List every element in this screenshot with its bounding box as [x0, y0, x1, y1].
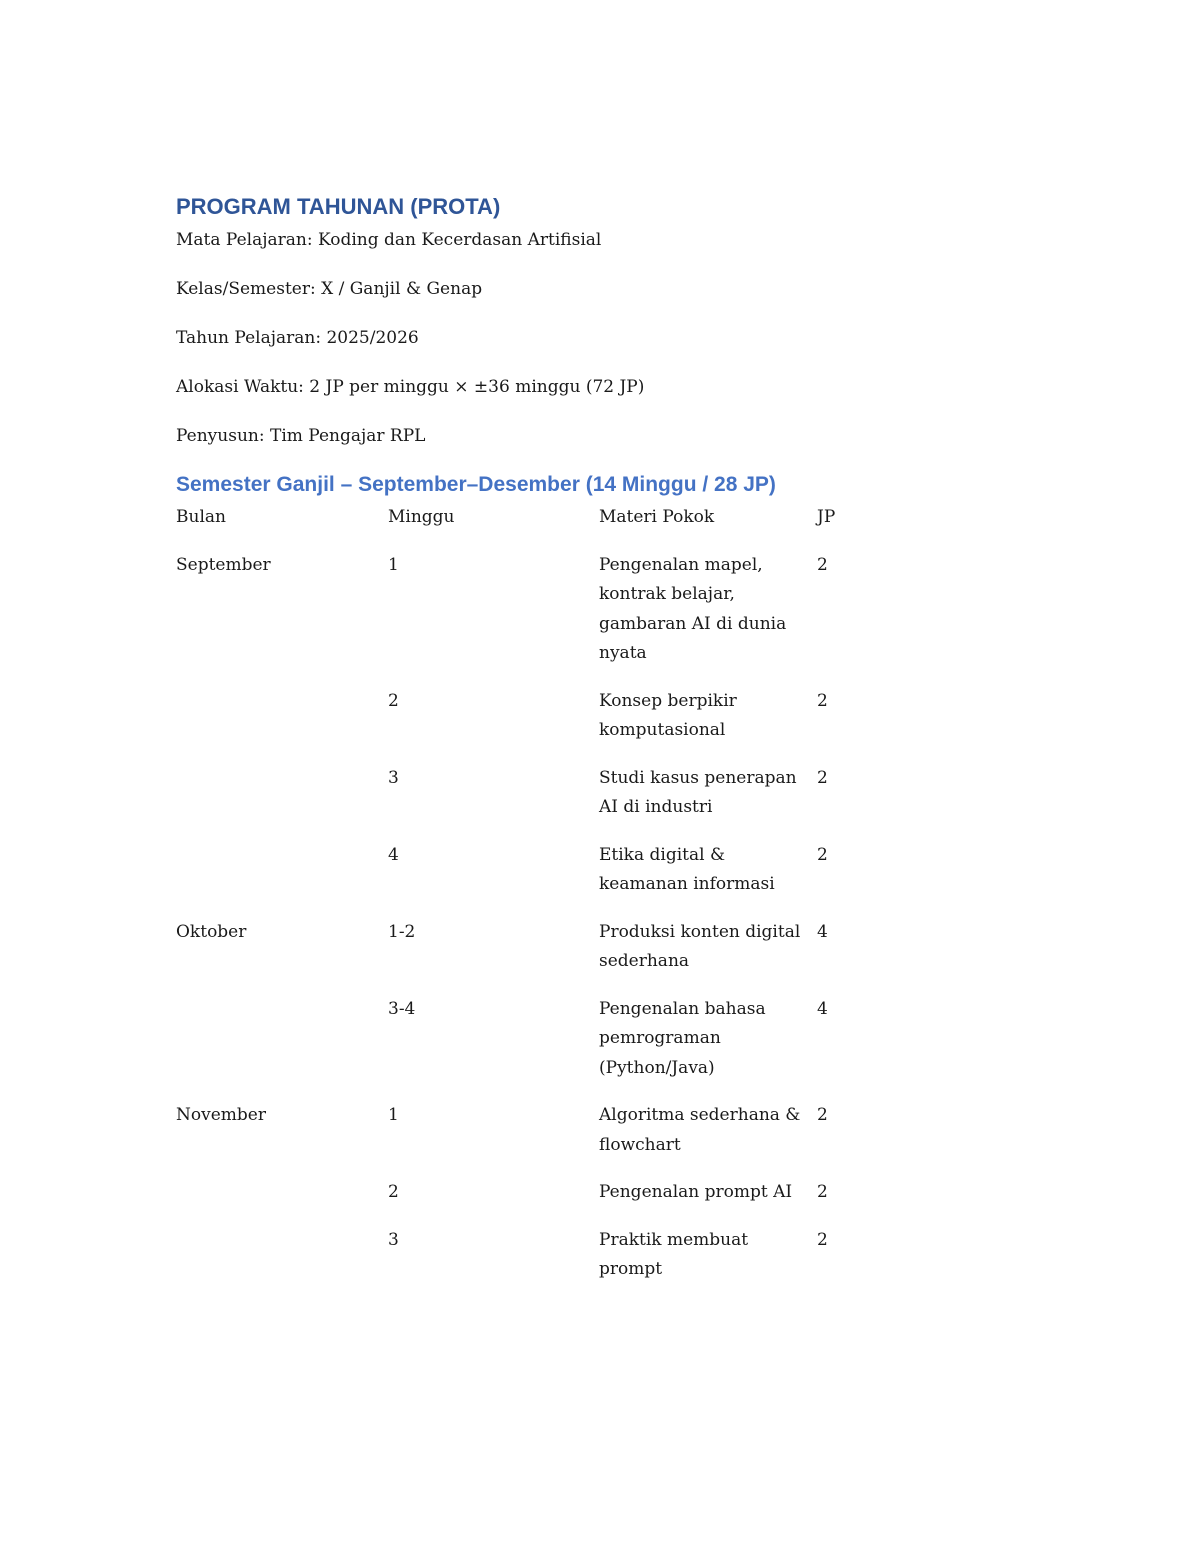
cell-jp: 2 — [817, 1182, 828, 1202]
cell-bulan — [176, 1226, 388, 1303]
cell-materi: Pengenalan mapel, kontrak belajar, gambaran AI di dunia nyata — [599, 554, 787, 663]
cell-materi: Pengenalan prompt AI — [599, 1182, 793, 1202]
meta-subject: Mata Pelajaran: Koding dan Kecerdasan Artifisial — [176, 230, 602, 250]
cell-bulan — [176, 1178, 388, 1226]
header-materi: Materi Pokok — [599, 507, 715, 527]
table-row — [176, 841, 857, 918]
meta-class-semester: Kelas/Semester: X / Ganjil & Genap — [176, 279, 483, 299]
cell-bulan — [176, 687, 388, 764]
cell-minggu: 1 — [388, 554, 399, 575]
cell-materi: Etika digital & keamanan informasi — [599, 844, 775, 894]
table-row — [176, 918, 857, 995]
cell-minggu: 3-4 — [388, 998, 416, 1019]
cell-materi: Konsep berpikir komputasional — [599, 690, 737, 740]
cell-materi: Pengenalan bahasa pemrograman (Python/Java) — [599, 998, 766, 1078]
cell-minggu: 1-2 — [388, 921, 416, 942]
cell-jp: 4 — [817, 998, 828, 1019]
cell-jp: 2 — [817, 1105, 828, 1125]
header-bulan: Bulan — [176, 507, 226, 527]
table-row — [176, 764, 857, 841]
cell-materi: Praktik membuat prompt — [599, 1229, 749, 1279]
prota-table — [176, 503, 857, 1303]
cell-bulan — [176, 841, 388, 918]
table-row — [176, 1226, 857, 1303]
table-row — [176, 551, 857, 687]
cell-materi: Studi kasus penerapan AI di industri — [599, 767, 797, 817]
cell-bulan — [176, 764, 388, 841]
cell-jp: 2 — [817, 844, 828, 865]
cell-minggu: 3 — [388, 1229, 399, 1250]
cell-jp: 2 — [817, 1229, 828, 1250]
document-title: PROGRAM TAHUNAN (PROTA) — [176, 194, 501, 219]
cell-bulan — [176, 995, 388, 1102]
table-row — [176, 687, 857, 764]
cell-minggu: 3 — [388, 767, 399, 788]
cell-bulan: November — [176, 1105, 266, 1125]
document-page — [176, 190, 1036, 1303]
cell-jp: 4 — [817, 921, 828, 942]
cell-minggu: 1 — [388, 1105, 399, 1125]
meta-time-allocation: Alokasi Waktu: 2 JP per minggu × ±36 minggu (72 JP) — [176, 377, 645, 397]
section-heading: Semester Ganjil – September–Desember (14 Minggu / 28 JP) — [176, 473, 776, 496]
table-row — [176, 1178, 857, 1226]
cell-bulan: Oktober — [176, 921, 247, 942]
header-minggu: Minggu — [388, 507, 455, 527]
meta-school-year: Tahun Pelajaran: 2025/2026 — [176, 328, 419, 348]
cell-jp: 2 — [817, 767, 828, 788]
header-jp: JP — [817, 507, 836, 527]
cell-jp: 2 — [817, 554, 828, 575]
cell-minggu: 2 — [388, 690, 399, 711]
meta-author: Penyusun: Tim Pengajar RPL — [176, 426, 426, 446]
cell-bulan: September — [176, 554, 271, 575]
cell-materi: Produksi konten digital sederhana — [599, 921, 801, 971]
table-header-row — [176, 503, 857, 551]
cell-minggu: 4 — [388, 844, 399, 865]
table-row — [176, 995, 857, 1102]
cell-materi: Algoritma sederhana & flowchart — [599, 1105, 801, 1155]
cell-minggu: 2 — [388, 1182, 399, 1202]
table-row — [176, 1101, 857, 1178]
cell-jp: 2 — [817, 690, 828, 711]
